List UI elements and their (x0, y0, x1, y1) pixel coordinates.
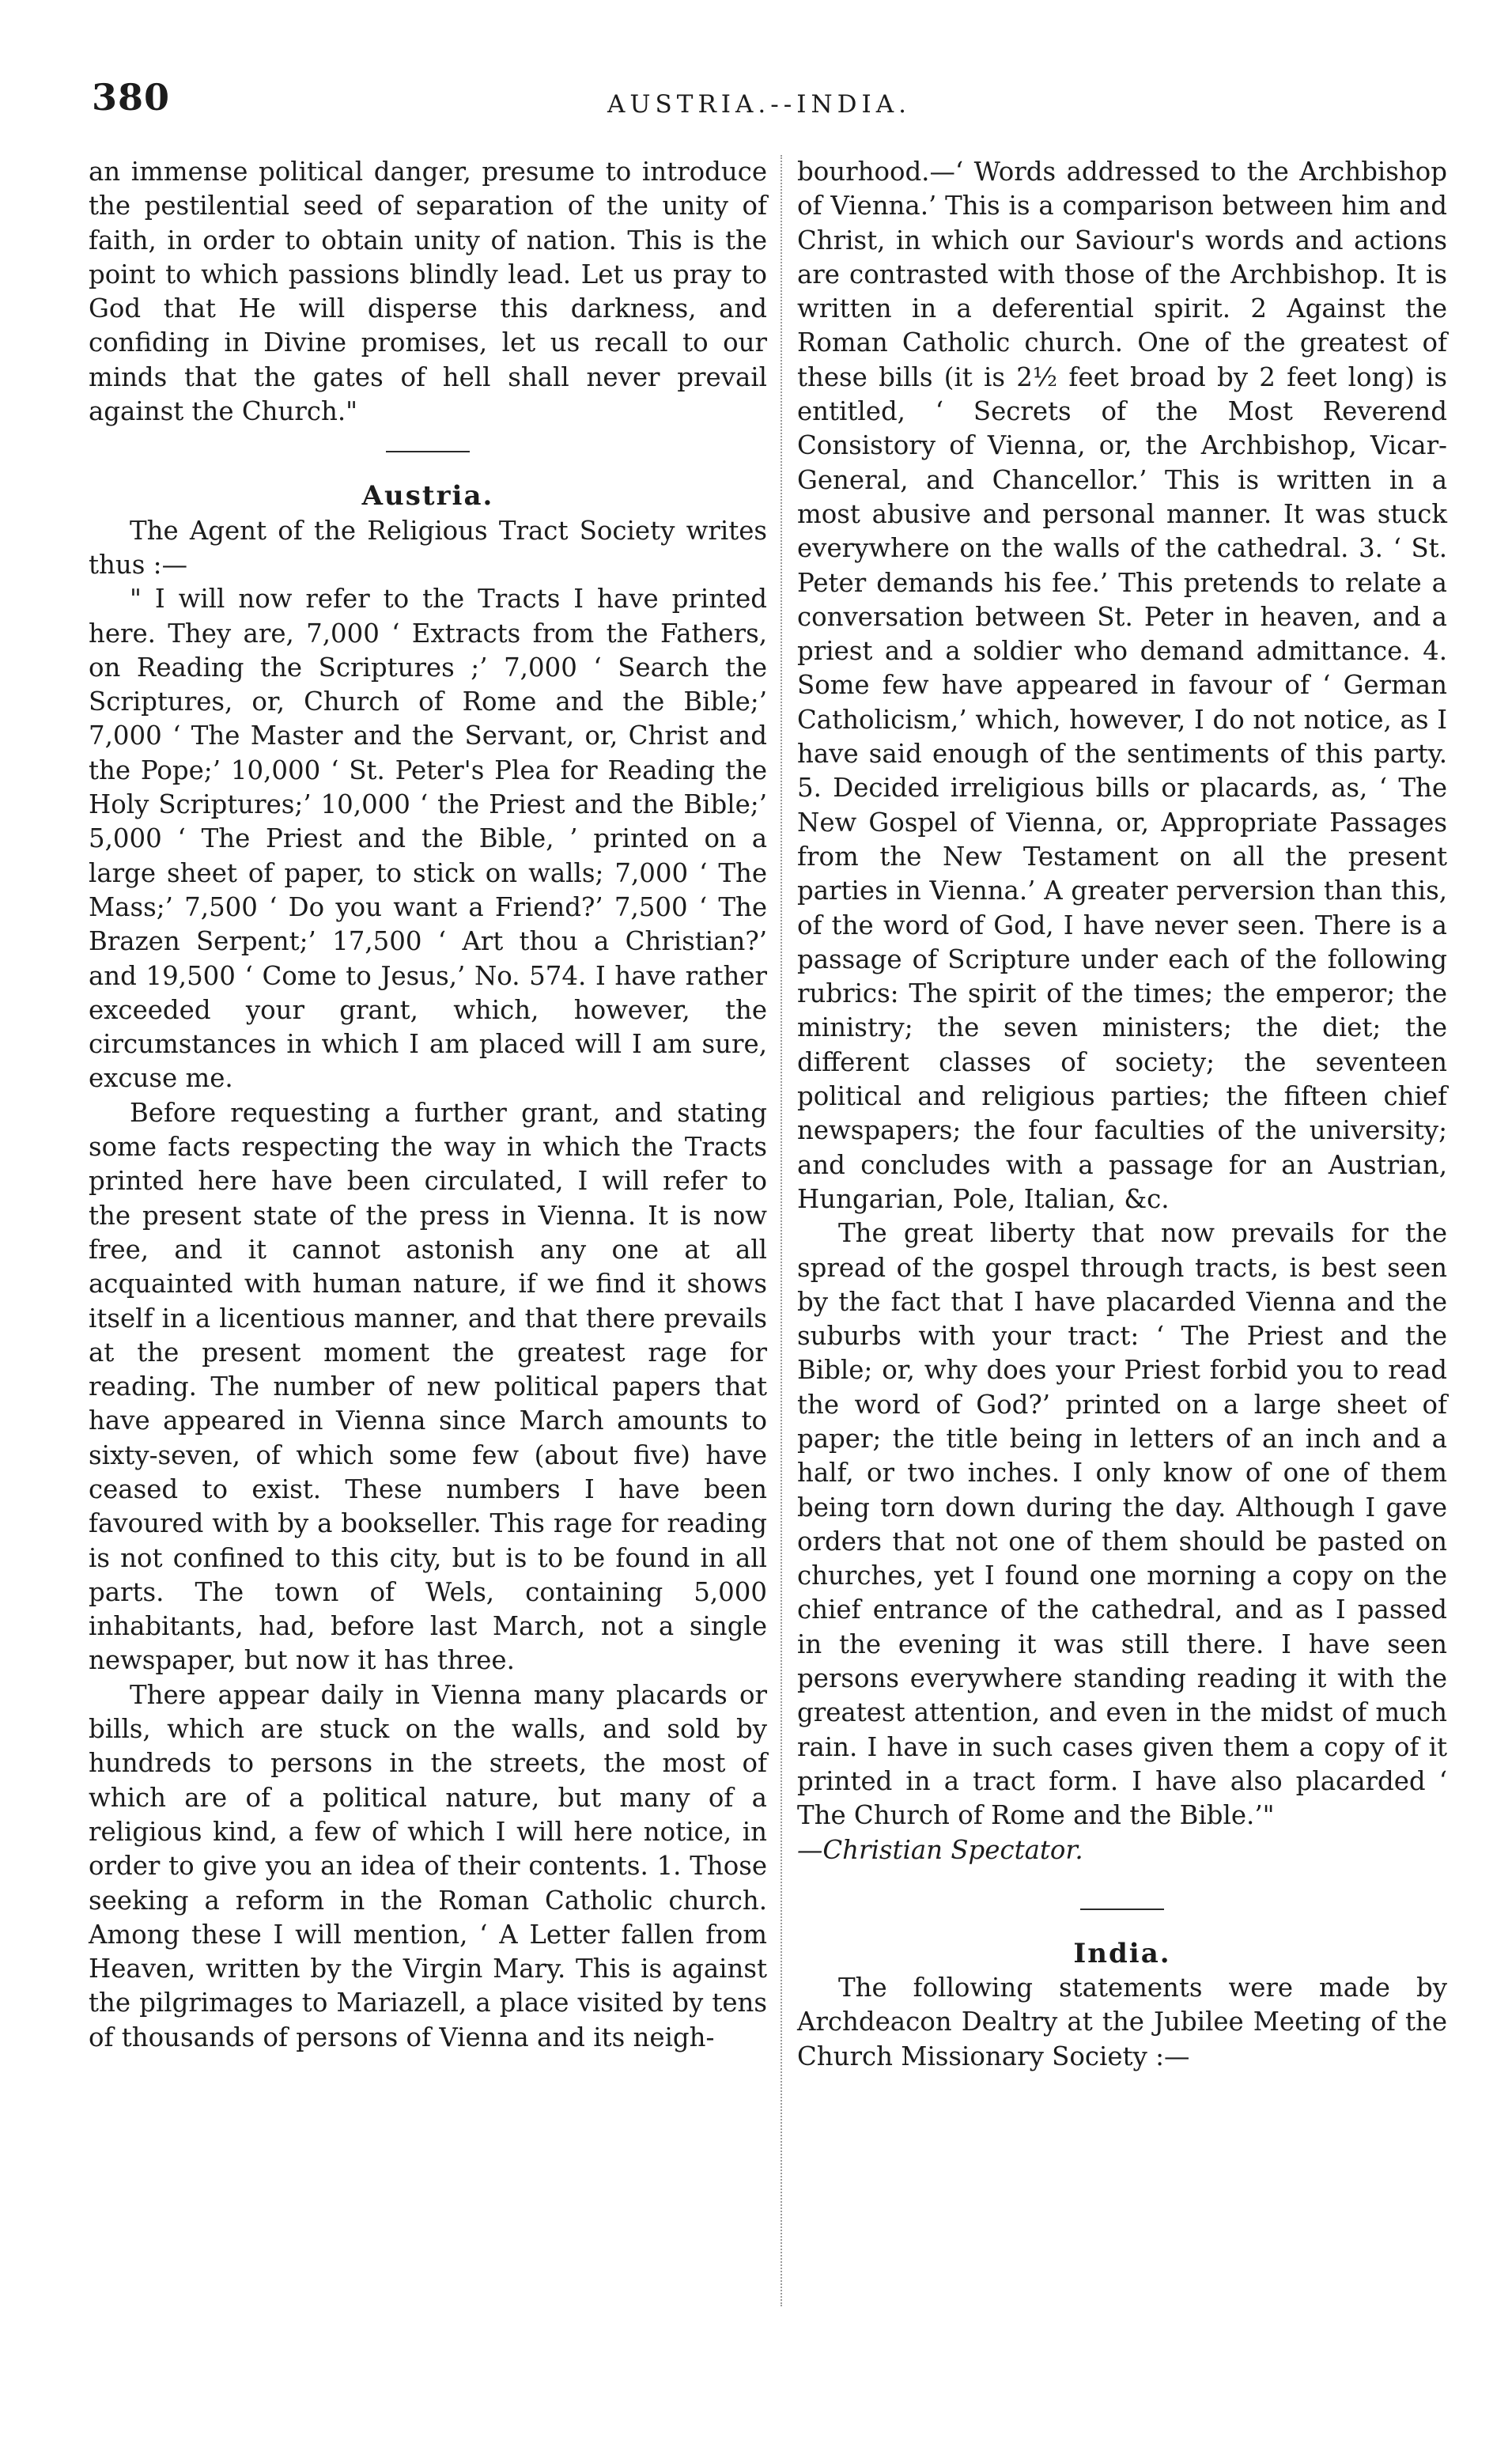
paragraph-press: Before requesting a further grant, and stating some facts respecting the way in which the Tracts printed here have been circulated, I will refer to the present state of the press in Vienna. It is now free, and it cannot astonish any one at all acquainted with human nature, if we find it shows itself in a licentious manner, and that there prevails at the present moment the greatest rage for reading. The number of new political papers that have appeared in Vienna since March amounts to sixty-seven, of which some few (about five) have ceased to exist. These numbers I have been favoured with by a bookseller. This rage for reading is not confined to this city, but is to be found in all parts. The town of Wels, containing 5,000 inhabitants, had, before last March, not a single newspaper, but now it has three. (89, 1097, 767, 1676)
section-divider (1080, 1909, 1164, 1910)
page-number: 380 (92, 76, 171, 119)
source-attribution: —Christian Spectator. (797, 1834, 1083, 1865)
section-heading-india: India. (1073, 1937, 1171, 1969)
section-divider (386, 451, 470, 452)
column-divider (781, 155, 782, 2306)
intro-paragraph: The Agent of the Religious Tract Society writes thus :— (89, 515, 767, 580)
paragraph-liberty: The great liberty that now prevails for the spread of the gospel through tracts, is best seen by the fact that I have placarded Vienna and the suburbs with your tract: ‘ The Priest and the Bible; or, why does your Priest forbid you to read the word of God?’ printed on a large sheet of paper; the title being in letters of an inch and a half, or two inches. I only know of one of them being torn down during the day. Although I gave orders that not one of them should be pasted on churches, yet I found one morning a copy on the chief entrance of the cathedral, and as I passed in the evening it was still there. I have seen persons everywhere standing reading it with the greatest attention, and even in the midst of much rain. I have in such cases given them a copy of it printed in a tract form. I have also placarded ‘ The Church of Rome and the Bible.’" (797, 1218, 1447, 1831)
intro-paragraph-india: The following statements were made by Archdeacon Dealtry at the Jubilee Meeting of the Church Missionary Society :— (797, 1973, 1447, 2071)
right-column (797, 155, 1447, 2074)
section-heading-austria: Austria. (361, 480, 494, 513)
running-head: AUSTRIA.--INDIA. (607, 90, 911, 119)
paragraph-placards-continued: bourhood.—‘ Words addressed to the Archbishop of Vienna.’ This is a comparison between him and Christ, in which our Saviour's words and actions are contrasted with those of the Archbishop. It is written in a deferential spirit. 2 Against the Roman Catholic church. One of the greatest of these bills (it is 2½ feet broad by 2 feet long) is entitled, ‘ Secrets of the Most Reverend Consistory of Vienna, or, the Archbishop, Vicar-General, and Chancellor.’ This is written in a most abusive and personal manner. It was stuck everywhere on the walls of the cathedral. 3. ‘ St. Peter demands his fee.’ This pretends to relate a conversation between St. Peter in heaven, and a priest and a soldier who demand admittance. 4. Some few have appeared in favour of ‘ German Catholicism,’ which, however, I do not notice, as I have said enough of the sentiments of this party. 5. Decided irreligious bills or placards, as, ‘ The New Gospel of Vienna, or, Appropriate Passages from the New Testament on all the present parties in Vienna.’ A greater perversion than this, of the word of God, I have never seen. There is a passage of Scripture under each of the following rubrics: The spirit of the times; the emperor; the ministry; the seven ministers; the diet; the different classes of society; the seventeen political and religious parties; the fifteen chief newspapers; the four faculties of the university; and concludes with a passage for an Austrian, Hungarian, Pole, Italian, &c. (797, 157, 1447, 1214)
paragraph-placards: There appear daily in Vienna many placards or bills, which are stuck on the walls, and sold by hundreds to persons in the streets, the most of which are of a political nature, but many of a religious kind, a few of which I will here notice, in order to give you an idea of their contents. 1. Those seeking a reform in the Roman Catholic church. Among these I will mention, ‘ A Letter fallen from Heaven, written by the Virgin Mary. This is against the pilgrimages to Mariazell, a place visited by tens of thousands of persons of Vienna and its neigh- (89, 1679, 767, 2052)
left-column (89, 155, 767, 2055)
paragraph-continued: an immense political danger, presume to introduce the pestilential seed of separation of the unity of faith, in order to obtain unity of nation. This is the point to which passions blindly lead. Let us pray to God that He will disperse this darkness, and confiding in Divine promises, let us recall to our minds that the gates of hell shall never prevail against the Church." (89, 157, 767, 427)
paragraph-tracts: " I will now refer to the Tracts I have printed here. They are, 7,000 ‘ Extracts from the Fathers, on Reading the Scriptures ;’ 7,000 ‘ Search the Scriptures, or, Church of Rome and the Bible;’ 7,000 ‘ The Master and the Servant, or, Christ and the Pope;’ 10,000 ‘ St. Peter's Plea for Reading the Holy Scriptures;’ 10,000 ‘ the Priest and the Bible;’ 5,000 ‘ The Priest and the Bible, ’ printed on a large sheet of paper, to stick on walls; 7,000 ‘ The Mass;’ 7,500 ‘ Do you want a Friend?’ 7,500 ‘ The Brazen Serpent;’ 17,500 ‘ Art thou a Christian?’ and 19,500 ‘ Come to Jesus,’ No. 574. I have rather exceeded your grant, which, however, the circumstances in which I am placed will I am sure, excuse me. (89, 584, 767, 1094)
